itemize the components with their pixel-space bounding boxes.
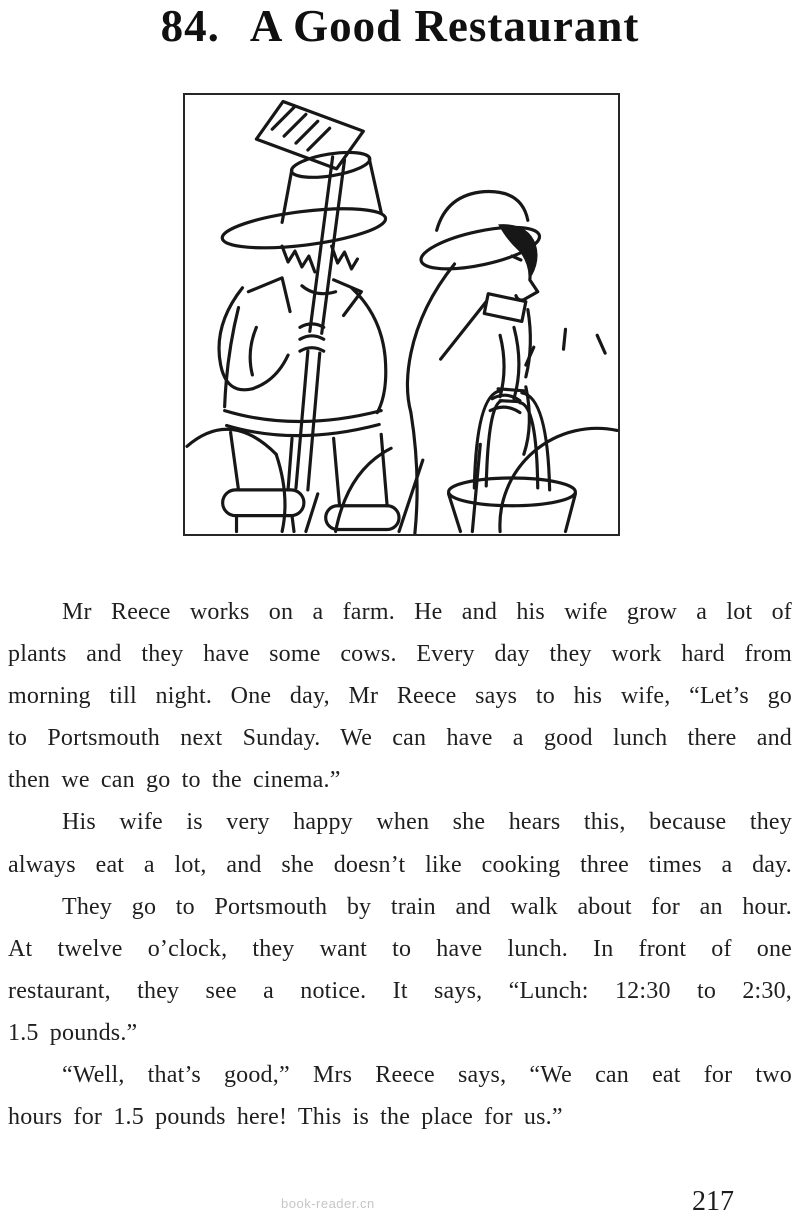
story-line: At twelve o’clock, they want to have lunch. In front of one [8,935,792,962]
paragraph-3 [8,886,792,1054]
story-line: restaurant, they see a notice. It says, “Lunch: 12:30 to 2:30, [8,977,792,1004]
story-illustration [183,93,620,536]
story-line: They go to Portsmouth by train and walk about for an hour. [62,893,792,920]
lesson-number: 84. [160,1,220,51]
page-number: 217 [692,1186,734,1217]
story-line: morning till night. One day, Mr Reece says to his wife, “Let’s go [8,683,792,710]
story-line: then we can go to the cinema.” [8,767,341,794]
paragraph-4 [8,1054,792,1138]
story-line: plants and they have some cows. Every day they work hard from [8,641,792,668]
farm-illustration [185,95,618,534]
story-line: Mr Reece works on a farm. He and his wife grow a lot of [62,599,792,625]
page-title [0,0,800,52]
story-line: always eat a lot, and she doesn’t like cooking three times a day. [8,851,792,878]
paragraph-1 [8,591,792,801]
story-line: to Portsmouth next Sunday. We can have a good lunch there and [8,725,792,752]
story-text [8,591,792,1138]
paragraph-2 [8,801,792,885]
story-line: hours for 1.5 pounds here! This is the place for us.” [8,1104,563,1131]
story-line: 1.5 pounds.” [8,1019,138,1046]
lesson-title: A Good Restaurant [249,1,640,51]
story-line: “Well, that’s good,” Mrs Reece says, “We can eat for two [62,1062,792,1089]
background-hills [187,429,423,531]
watermark: book-reader.cn [281,1196,375,1211]
story-line: His wife is very happy when she hears this, because they [62,809,792,836]
